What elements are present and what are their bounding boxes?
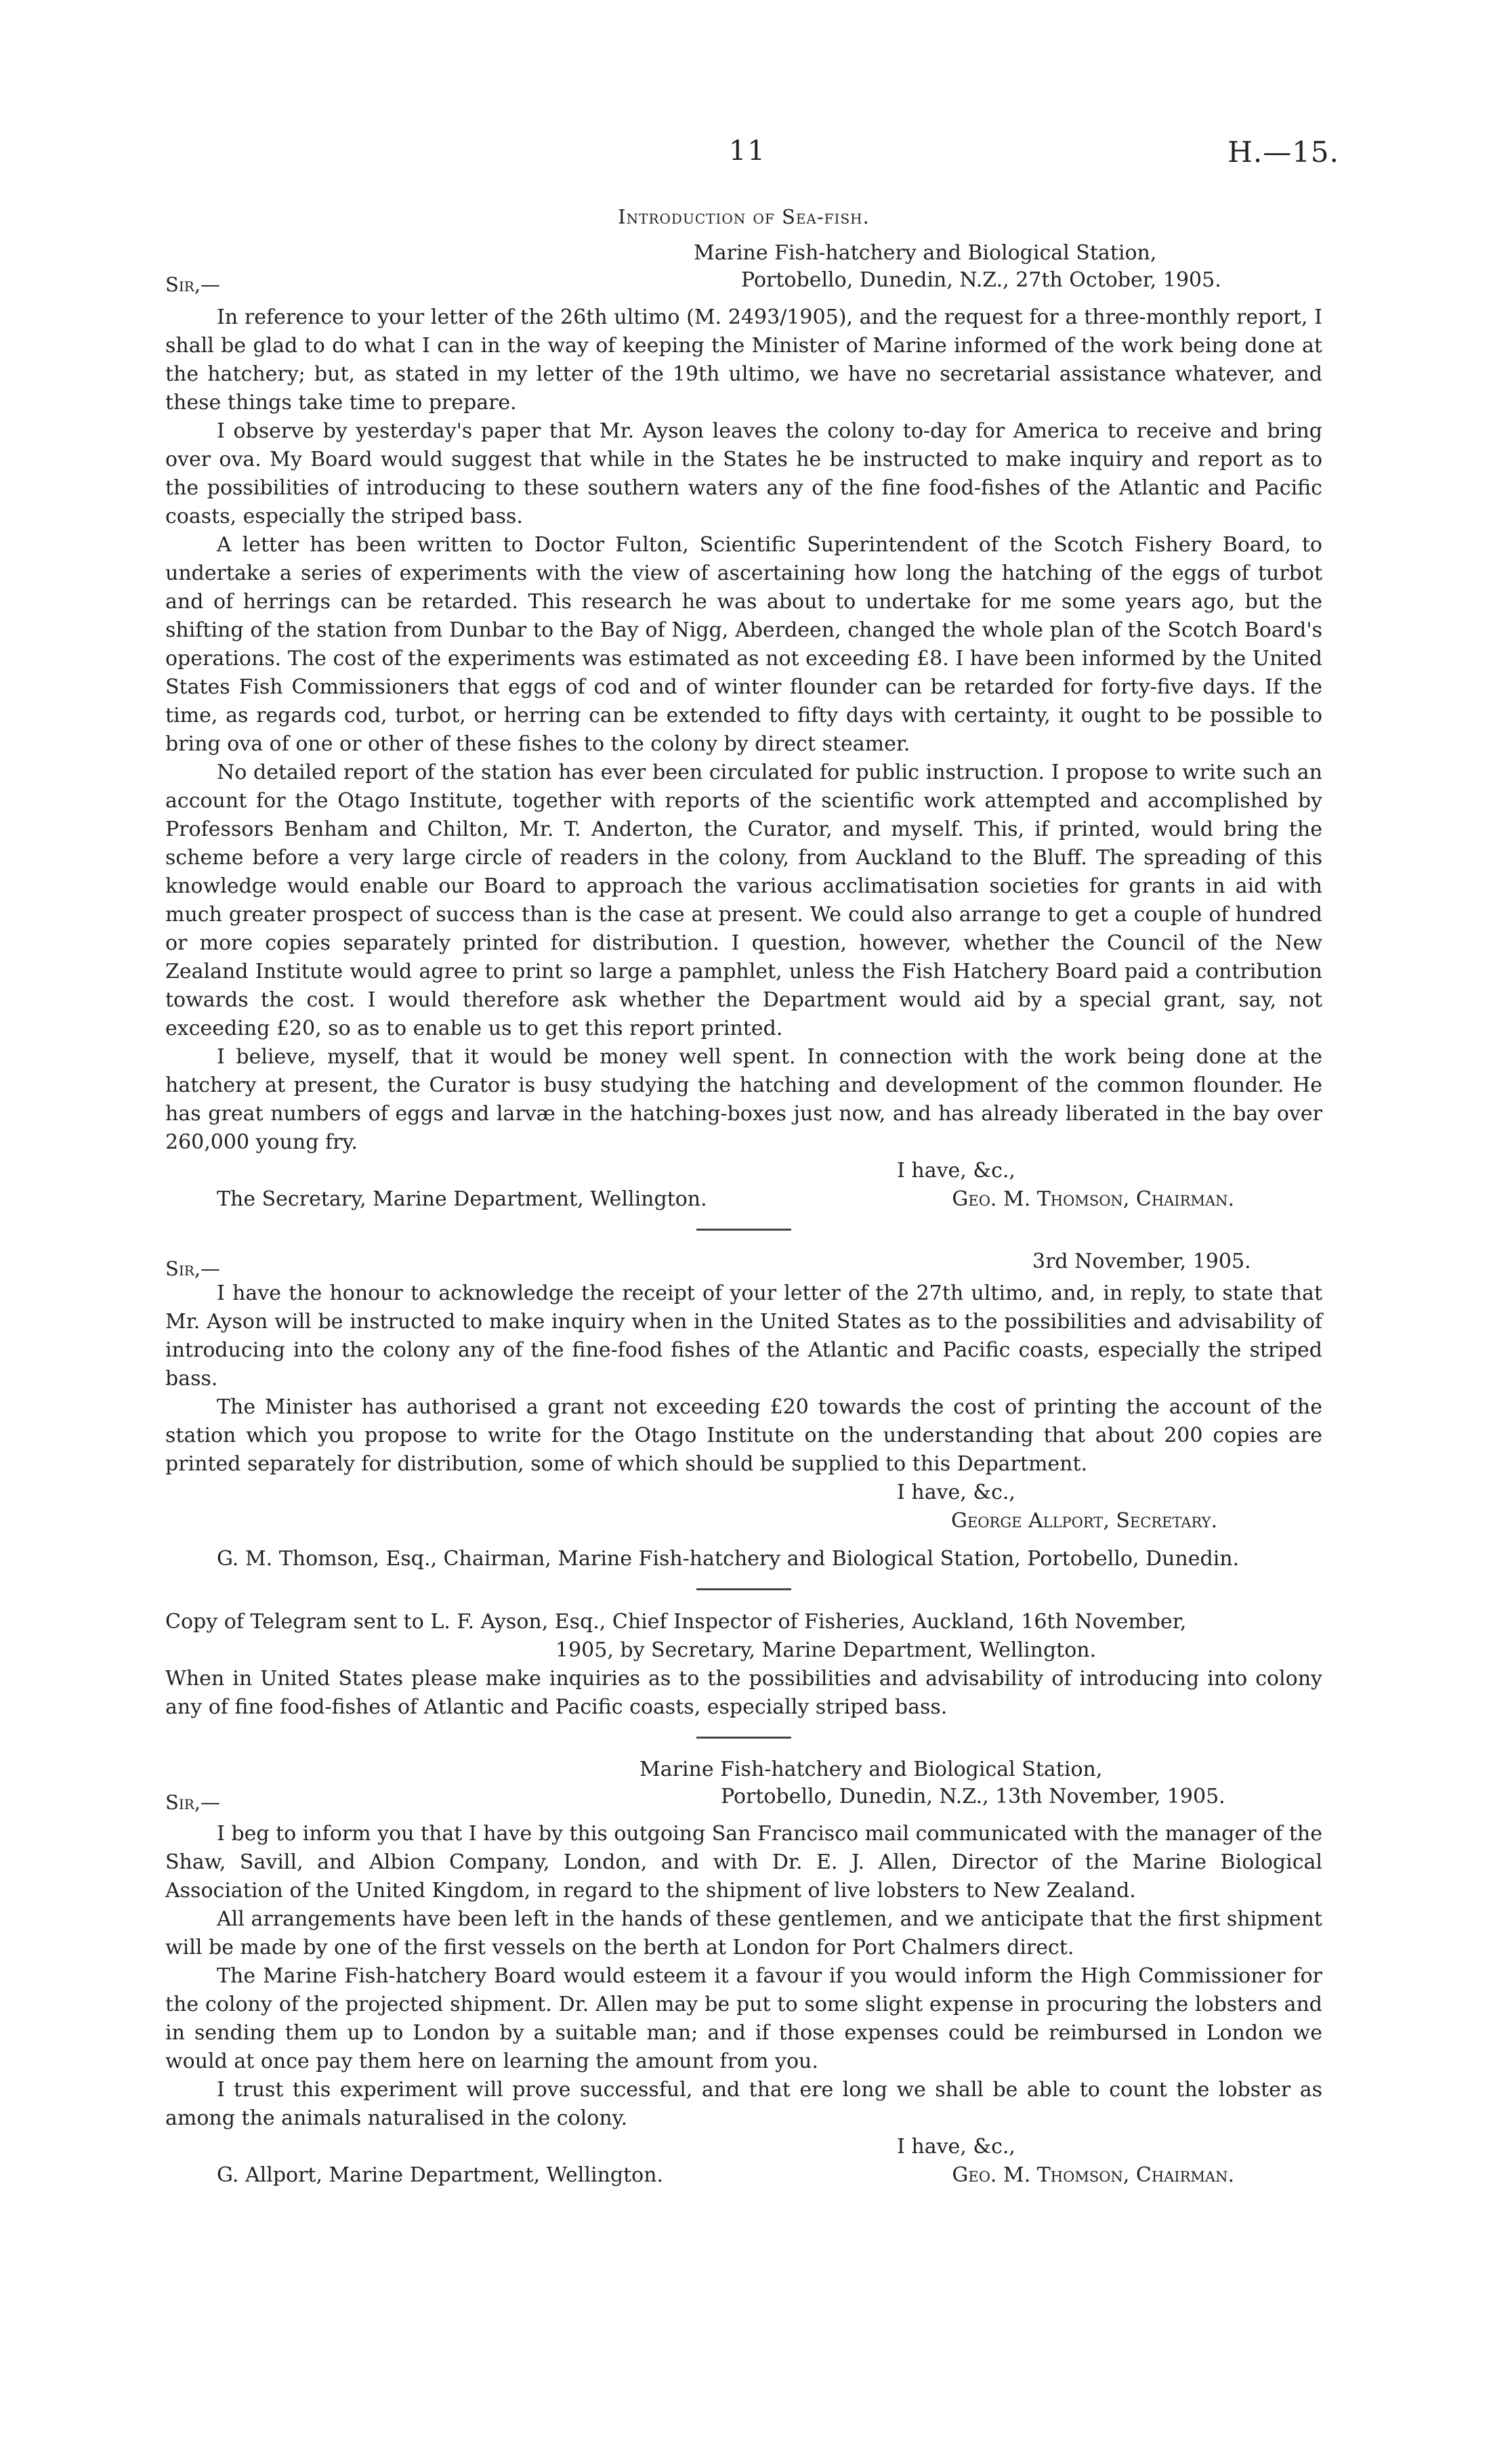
letter3-paragraph-4: I trust this experiment will prove successful, and that ere long we shall be able to count the lobster as among the animals naturalised in the colony. xyxy=(165,2078,1322,2130)
letter2-recipient: G. M. Thomson, Esq., Chairman, Marine Fish-hatchery and Biological Station, Portobello, Dunedin. xyxy=(217,1547,1240,1571)
letter1-recipient: The Secretary, Marine Department, Wellington. xyxy=(217,1187,707,1211)
letter2-salutation: Sir,— xyxy=(165,1257,221,1280)
letter1-closing: I have, &c., xyxy=(897,1159,1015,1183)
document-reference: H.—15. xyxy=(1227,135,1339,169)
letter2-paragraph-1: I have the honour to acknowledge the receipt of your letter of the 27th ultimo, and, in reply, to state that Mr. Ayson will be instructed to make inquiry when in the United States as to the possibilities and advisability of introducing into the colony any of the fine-food fishes of the Atlantic and Pacific coasts, especially the striped bass. xyxy=(165,1281,1322,1390)
letter3-salutation: Sir,— xyxy=(165,1791,221,1814)
letter3-signature: Geo. M. Thomson, Chairman. xyxy=(952,2163,1234,2187)
letter3-address-line1: Marine Fish-hatchery and Biological Station, xyxy=(639,1758,1103,1781)
section-divider xyxy=(696,1229,791,1231)
letter1-paragraph-2: I observe by yesterday's paper that Mr. Ayson leaves the colony to-day for America to receive and bring over ova. My Board would suggest that while in the States he be instructed to make inquiry and report as to the possibilities of introducing to these southern waters any of the fine food-fishes of the Atlantic and Pacific coasts, especially the striped bass. xyxy=(165,419,1322,528)
section-divider xyxy=(696,1588,791,1590)
letter1-paragraph-1: In reference to your letter of the 26th ultimo (M. 2493/1905), and the request for a three-monthly report, I shall be glad to do what I can in the way of keeping the Minister of Marine informed of the work being done at the hatchery; but, as stated in my letter of the 19th ultimo, we have no secretarial assistance whatever, and these things take time to prepare. xyxy=(165,305,1322,415)
letter1-address-line2: Portobello, Dunedin, N.Z., 27th October, 1905. xyxy=(741,268,1221,292)
letter3-paragraph-1: I beg to inform you that I have by this outgoing San Francisco mail communicated with the manager of the Shaw, Savill, and Albion Company, London, and with Dr. E. J. Allen, Director of the Marine Biological Association of the United Kingdom, in regard to the shipment of live lobsters to New Zealand. xyxy=(165,1822,1322,1903)
letter3-address-line2: Portobello, Dunedin, N.Z., 13th November, 1905. xyxy=(721,1785,1225,1808)
letter3-paragraph-3: The Marine Fish-hatchery Board would esteem it a favour if you would inform the High Commissioner for the colony of the projected shipment. Dr. Allen may be put to some slight expense in procuring the lobsters and in sending them up to London by a suitable man; and if those expenses could be reimbursed in London we would at once pay them here on learning the amount from you. xyxy=(165,1964,1322,2073)
letter2-date: 3rd November, 1905. xyxy=(1032,1250,1251,1273)
page-number: 11 xyxy=(729,135,766,167)
letter1-paragraph-4: No detailed report of the station has ever been circulated for public instruction. I propose to write such an account for the Otago Institute, together with reports of the scientific work attempted and accomplished by Professors Benham and Chilton, Mr. T. Anderton, the Curator, and myself. This, if printed, would bring the scheme before a very large circle of readers in the colony, from Auckland to the Bluff. The spreading of this knowledge would enable our Board to approach the various acclimatisation societies for grants in aid with much greater prospect of success than is the case at present. We could also arrange to get a couple of hundred or more copies separately printed for distribution. I question, however, whether the Council of the New Zealand Institute would agree to print so large a pamphlet, unless the Fish Hatchery Board paid a contribution towards the cost. I would therefore ask whether the Department would aid by a special grant, say, not exceeding £20, so as to enable us to get this report printed. xyxy=(165,761,1322,1040)
section-title: Introduction of Sea-fish. xyxy=(618,205,870,228)
letter3-paragraph-2: All arrangements have been left in the hands of these gentlemen, and we anticipate that the first shipment will be made by one of the first vessels on the berth at London for Port Chalmers direct. xyxy=(165,1907,1322,1959)
letter1-paragraph-3: A letter has been written to Doctor Fulton, Scientific Superintendent of the Scotch Fishery Board, to undertake a series of experiments with the view of ascertaining how long the hatching of the eggs of turbot and of herrings can be retarded. This research he was about to undertake for me some years ago, but the shifting of the station from Dunbar to the Bay of Nigg, Aberdeen, changed the whole plan of the Scotch Board's operations. The cost of the experiments was estimated as not exceeding £8. I have been informed by the United States Fish Commissioners that eggs of cod and of winter flounder can be retarded for forty-five days. If the time, as regards cod, turbot, or herring can be extended to fifty days with certainty, it ought to be possible to bring ova of one or other of these fishes to the colony by direct steamer. xyxy=(165,533,1322,756)
letter1-paragraph-5: I believe, myself, that it would be money well spent. In connection with the work being done at the hatchery at present, the Curator is busy studying the hatching and development of the common flounder. He has great numbers of eggs and larvæ in the hatching-boxes just now, and has already liberated in the bay over 260,000 young fry. xyxy=(165,1045,1322,1154)
letter2-closing: I have, &c., xyxy=(897,1481,1015,1504)
letter2-signature: George Allport, Secretary. xyxy=(951,1509,1218,1533)
letter3-recipient: G. Allport, Marine Department, Wellington. xyxy=(217,2163,664,2187)
telegram-heading-line1: Copy of Telegram sent to L. F. Ayson, Esq., Chief Inspector of Fisheries, Auckland, 16th November, xyxy=(165,1610,1187,1634)
letter1-salutation: Sir,— xyxy=(165,273,221,296)
letter1-signature: Geo. M. Thomson, Chairman. xyxy=(952,1187,1234,1211)
letter3-closing: I have, &c., xyxy=(897,2135,1015,2159)
letter2-paragraph-2: The Minister has authorised a grant not exceeding £20 towards the cost of printing the account of the station which you propose to write for the Otago Institute on the understanding that about 200 copies are printed separately for distribution, some of which should be supplied to this Department. xyxy=(165,1395,1322,1476)
section-divider xyxy=(696,1737,791,1739)
telegram-body: When in United States please make inquiries as to the possibilities and advisability of introducing into colony any of fine food-fishes of Atlantic and Pacific coasts, especially striped bass. xyxy=(165,1667,1322,1719)
document-body xyxy=(165,203,1322,2190)
letter1-address-line1: Marine Fish-hatchery and Biological Station, xyxy=(694,241,1157,265)
telegram-heading-line2: 1905, by Secretary, Marine Department, Wellington. xyxy=(555,1638,1097,1662)
